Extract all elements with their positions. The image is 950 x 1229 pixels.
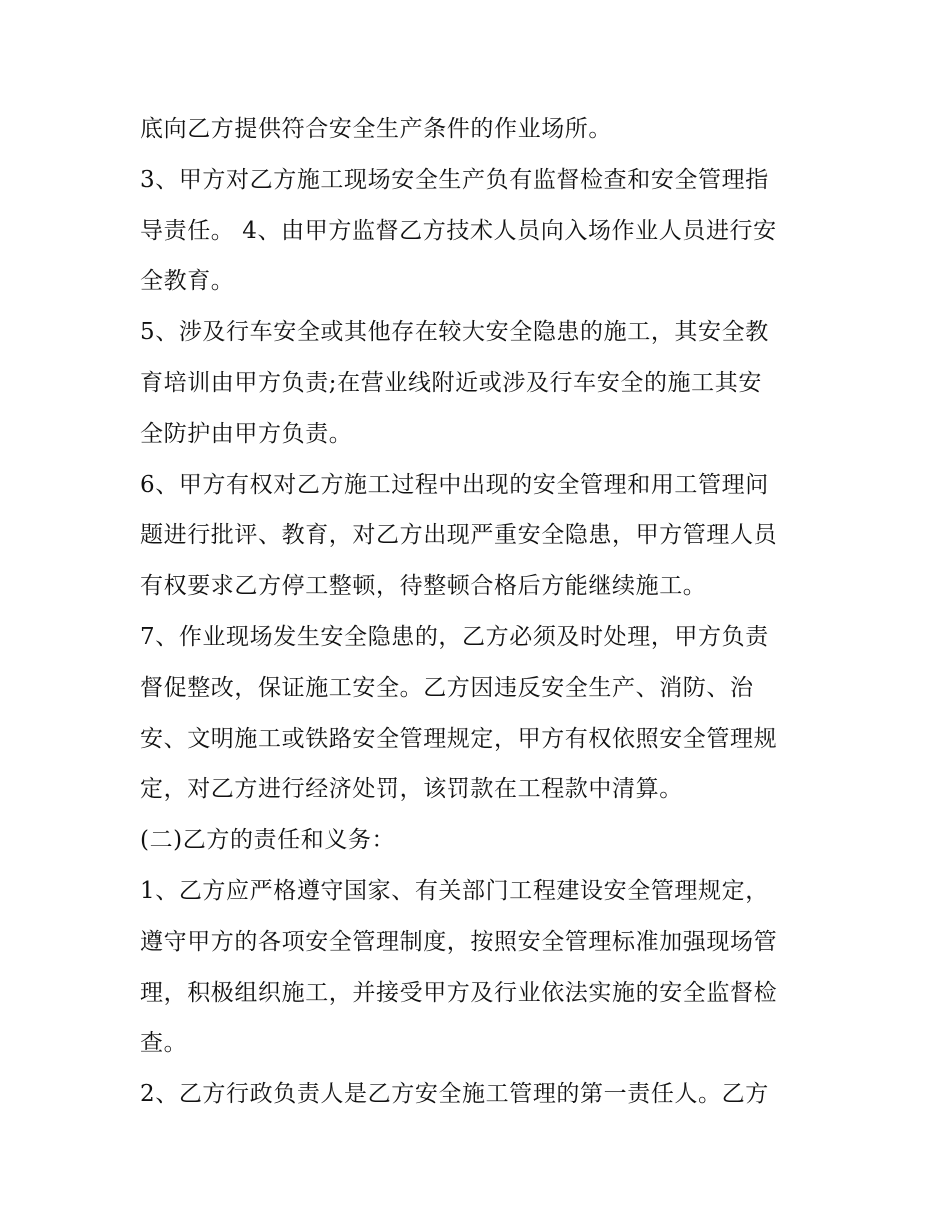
text-line: 3、甲方对乙方施工现场安全生产负有监督检查和安全管理指 — [140, 166, 769, 193]
text-line: 导责任。 4、由甲方监督乙方技术人员向入场作业人员进行安 — [140, 217, 777, 244]
document-body — [140, 106, 820, 1122]
text-line: 育培训由甲方负责;在营业线附近或涉及行车安全的施工其安 — [140, 369, 762, 396]
text-line: 理，积极组织施工，并接受甲方及行业依法实施的安全监督检 — [140, 979, 778, 1006]
text-line: 督促整改，保证施工安全。乙方因违反安全生产、消防、治 — [140, 674, 754, 701]
text-line: 定，对乙方进行经济处罚，该罚款在工程款中清算。 — [140, 776, 683, 803]
text-line: 全教育。 — [140, 268, 235, 295]
text-line: 底向乙方提供符合安全生产条件的作业场所。 — [140, 116, 612, 142]
text-line: 题进行批评、教育，对乙方出现严重安全隐患，甲方管理人员 — [140, 522, 778, 549]
text-line: 有权要求乙方停工整顿，待整顿合格后方能继续施工。 — [140, 573, 707, 600]
section-heading: (二)乙方的责任和义务： — [140, 827, 396, 854]
text-line: 安、文明施工或铁路安全管理规定，甲方有权依照安全管理规 — [140, 725, 778, 752]
text-line: 遵守甲方的各项安全管理制度，按照安全管理标准加强现场管 — [140, 928, 778, 955]
text-line: 全防护由甲方负责。 — [140, 420, 353, 447]
text-line: 5、涉及行车安全或其他存在较大安全隐患的施工，其安全教 — [140, 319, 769, 346]
text-line: 1、乙方应严格遵守国家、有关部门工程建设安全管理规定， — [140, 877, 769, 904]
text-line: 查。 — [140, 1030, 188, 1057]
text-line: 2、乙方行政负责人是乙方安全施工管理的第一责任人。乙方 — [140, 1081, 769, 1108]
text-line: 6、甲方有权对乙方施工过程中出现的安全管理和用工管理问 — [140, 471, 769, 498]
text-line: 7、作业现场发生安全隐患的，乙方必须及时处理，甲方负责 — [140, 623, 769, 650]
